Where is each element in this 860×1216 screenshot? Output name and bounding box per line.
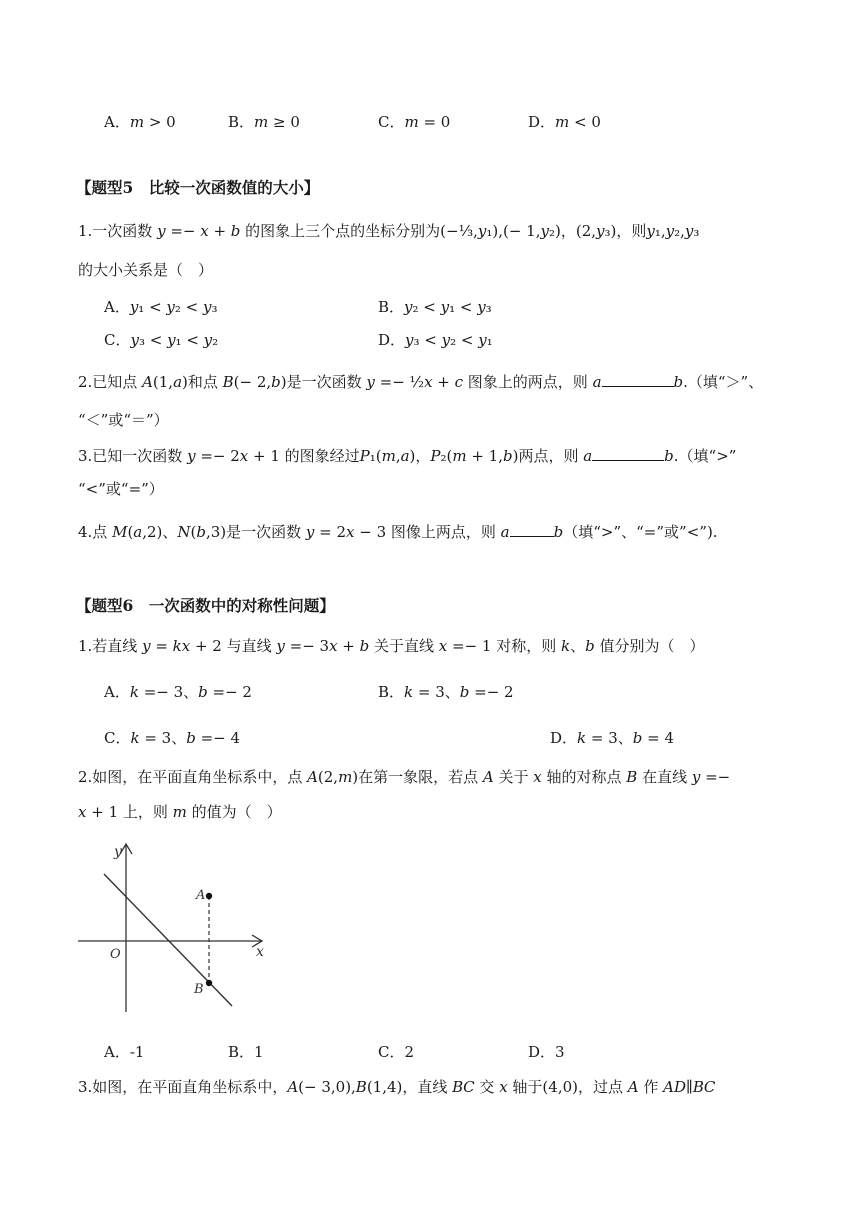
point-b	[206, 980, 212, 986]
s6-q1-line: 1.若直线 𝑦 = 𝑘𝑥 + 2 与直线 𝑦 =− 3𝑥 + 𝑏 关于直线 𝑥 =− 1 对称，则 𝑘、𝑏 值分别为（ ）	[78, 637, 705, 655]
s6-q2-option-b: B．1	[228, 1043, 264, 1061]
option-d: D．𝑚 < 0	[528, 113, 601, 131]
s6-q1-option-b: B．𝑘 = 3、𝑏 =− 2	[378, 683, 514, 701]
s5-q2-line2: “＜”或“＝”）	[78, 411, 169, 429]
s5-q1-option-c: C．𝑦₃ < 𝑦₁ < 𝑦₂	[104, 331, 219, 349]
s5-q1-option-b: B．𝑦₂ < 𝑦₁ < 𝑦₃	[378, 298, 492, 316]
answer-blank[interactable]	[602, 370, 674, 387]
s5-q3-line1	[78, 444, 736, 466]
answer-blank[interactable]	[510, 520, 554, 537]
s6-q1-option-c: C．𝑘 = 3、𝑏 =− 4	[104, 729, 241, 747]
s6-q2-option-c: C．2	[378, 1043, 415, 1061]
s5-q3-text-post: 𝑏.（填“>”	[664, 447, 737, 465]
s6-q2-line2: 𝑥 + 1 上，则 𝑚 的值为（ ）	[78, 803, 282, 821]
s5-q2-text-post: 𝑏.（填“＞”、	[673, 373, 764, 391]
section-5-heading: 【题型5 比较一次函数值的大小】	[76, 178, 320, 197]
s5-q4-line	[78, 520, 718, 542]
graph-line	[104, 874, 232, 1006]
option-c: C．𝑚 = 0	[378, 113, 451, 131]
x-axis-label: x	[256, 944, 264, 960]
section-6-heading: 【题型6 一次函数中的对称性问题】	[76, 596, 335, 615]
s5-q4-text-pre: 4.点 𝑀(𝑎,2)、𝑁(𝑏,3)是一次函数 𝑦 = 2𝑥 − 3 图像上两点，则 𝑎	[78, 523, 510, 541]
s5-q3-line2: “<”或“=”）	[78, 480, 164, 498]
option-b: B．𝑚 ≥ 0	[228, 113, 300, 131]
s5-q2-text-pre: 2.已知点 𝐴(1,𝑎)和点 𝐵(− 2,𝑏)是一次函数 𝑦 =− ½𝑥 + 𝑐 图象上的两点，则 𝑎	[78, 373, 602, 391]
answer-blank[interactable]	[592, 444, 664, 461]
s6-q1-option-d: D．𝑘 = 3、𝑏 = 4	[550, 729, 675, 747]
point-b-label: B	[194, 982, 204, 997]
s6-q1-option-a: A．𝑘 =− 3、𝑏 =− 2	[104, 683, 252, 701]
option-a: A．𝑚 > 0	[104, 113, 176, 131]
point-a	[206, 893, 212, 899]
s5-q1-line1: 1.一次函数 𝑦 =− 𝑥 + 𝑏 的图象上三个点的坐标分别为(−⅓,𝑦₁),(− 1,𝑦₂)，(2,𝑦₃)，则𝑦₁,𝑦₂,𝑦₃	[78, 222, 700, 240]
s5-q3-text-pre: 3.已知一次函数 𝑦 =− 2𝑥 + 1 的图象经过𝑃₁(𝑚,𝑎)，𝑃₂(𝑚 + 1,𝑏)两点，则 𝑎	[78, 447, 593, 465]
s6-q3-line1: 3.如图，在平面直角坐标系中，𝐴(− 3,0),𝐵(1,4)，直线 𝐵𝐶 交 𝑥 轴于(4,0)，过点 𝐴 作 𝐴𝐷∥𝐵𝐶	[78, 1078, 716, 1096]
s5-q1-line2: 的大小关系是（ ）	[78, 261, 214, 279]
y-axis-label: y	[114, 844, 122, 860]
s5-q1-option-a: A．𝑦₁ < 𝑦₂ < 𝑦₃	[104, 298, 218, 316]
s6-q2-line1: 2.如图，在平面直角坐标系中，点 𝐴(2,𝑚)在第一象限，若点 𝐴 关于 𝑥 轴的对称点 𝐵 在直线 𝑦 =−	[78, 768, 731, 786]
origin-label: O	[110, 947, 121, 962]
coordinate-figure	[60, 830, 290, 1040]
point-a-label: A	[196, 888, 206, 903]
s6-q2-option-a: A．-1	[104, 1043, 145, 1061]
s5-q1-option-d: D．𝑦₃ < 𝑦₂ < 𝑦₁	[378, 331, 493, 349]
s5-q4-text-post: 𝑏（填“>”、“=”或”<”).	[553, 523, 718, 541]
s5-q2-line1	[78, 370, 763, 392]
s6-q2-option-d: D．3	[528, 1043, 565, 1061]
